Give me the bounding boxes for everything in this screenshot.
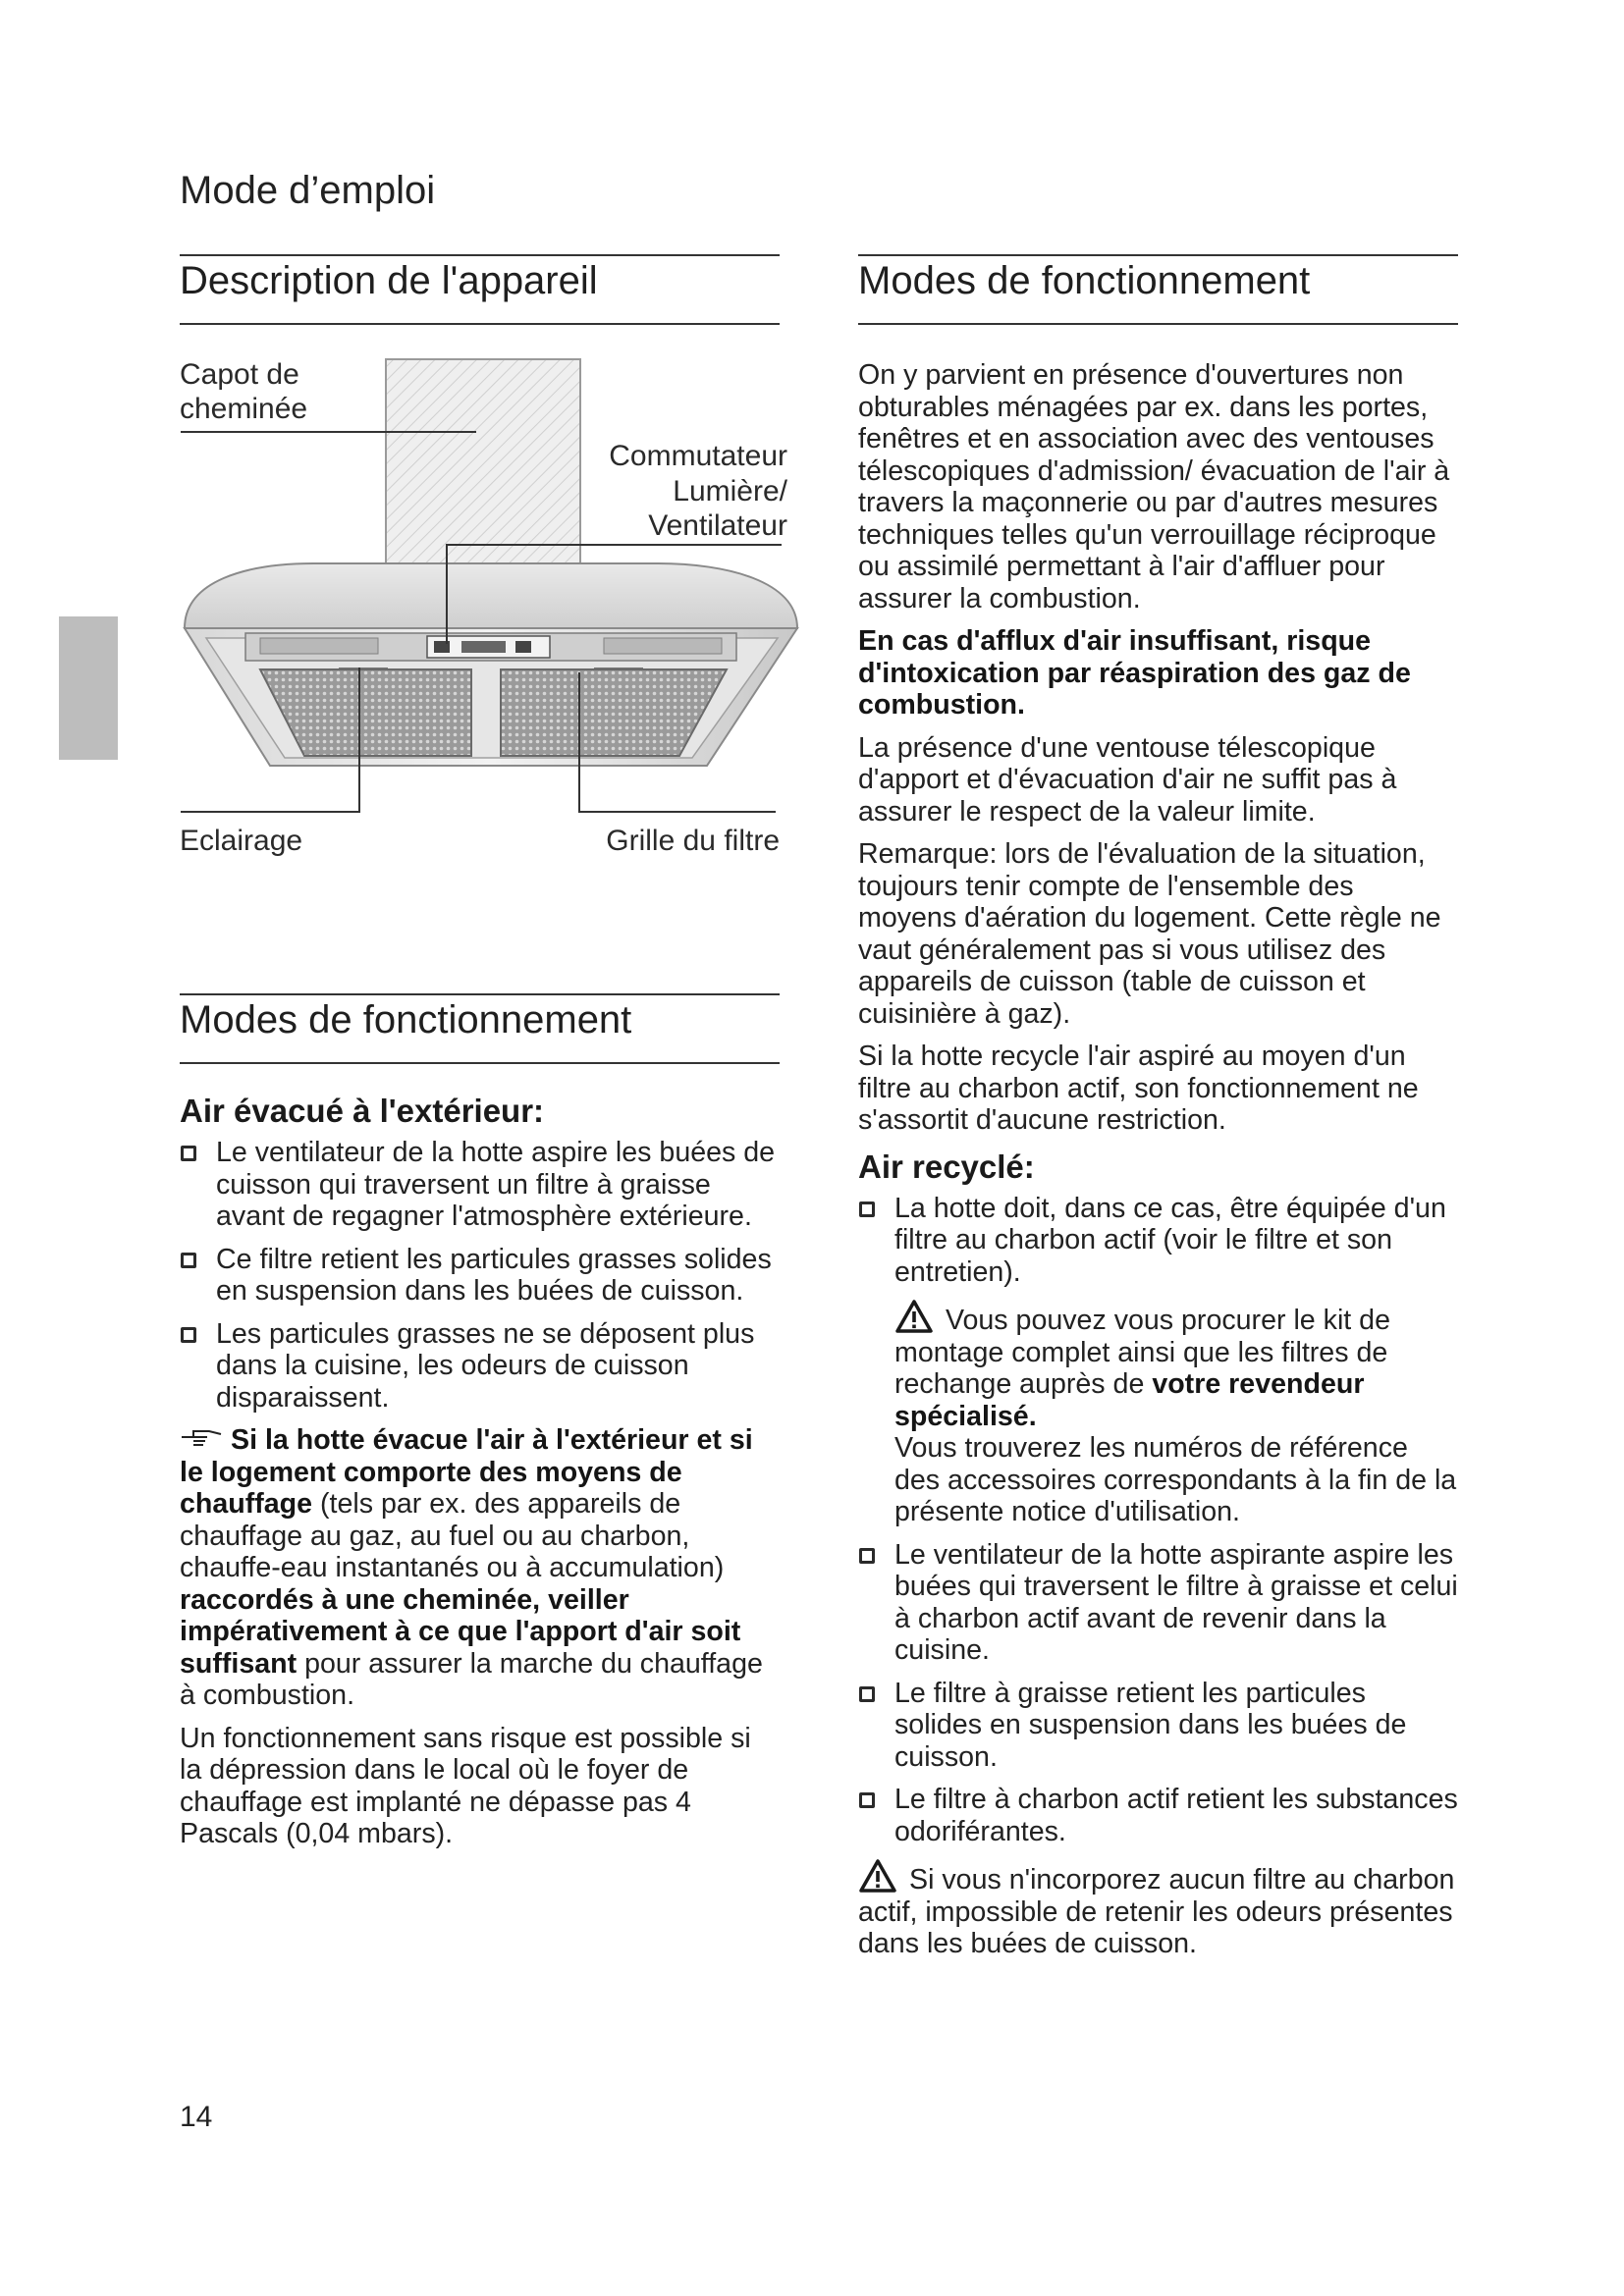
paragraph-ventouse: La présence d'une ventouse télescopique d'apport et d'évacuation d'air ne suffit pas à assurer le respect de la valeur limite. [858, 731, 1397, 828]
label-capot-line1: Capot de [180, 358, 299, 391]
paragraph-recycle: Si la hotte recycle l'air aspiré au moyen d'un filtre au charbon actif, son fonctionnement ne s'assortit d'aucune restriction. [858, 1041, 1419, 1136]
hood-canopy [185, 563, 797, 766]
list-item: Ce filtre retient les particules grasses solides en suspension dans les buées de cuisson. [180, 1244, 780, 1308]
label-commutateur-line2: Lumière/ [673, 475, 787, 507]
section-rule [180, 254, 780, 256]
warning-triangle-icon [858, 1858, 897, 1894]
bold-warning: En cas d'afflux d'air insuffisant, risque d'intoxication par réaspiration des gaz de combustion. [858, 625, 1411, 721]
paragraph-ouvertures: On y parvient en présence d'ouvertures non obturables ménagées par ex. dans les portes, fenêtres et en association avec des ventouses télescopiques d'admission/ évacuation de l'air à travers la maçonnerie ou par d'autres mesures techniques telles qu'un verrouillage réciproque ou assimilé permettant à l'air d'affluer pour assurer la combustion. [858, 359, 1450, 614]
list-item: Le filtre à graisse retient les particules solides en suspension dans les buées de cuisson. [858, 1678, 1458, 1774]
section-title-modes-right: Modes de fonctionnement [858, 259, 1311, 302]
list-item: La hotte doit, dans ce cas, être équipée d'un filtre au charbon actif (voir le filtre et son entretien). [858, 1193, 1458, 1289]
left-column-text [180, 1092, 780, 1861]
checkbox-bullet-icon [181, 1253, 196, 1268]
warning-kit: Vous pouvez vous procurer le kit de montage complet ainsi que les filtres de rechange auprès de votre revendeur spécialisé. Vous trouverez les numéros de référence des accessoires correspondants à la fin de la présente notice d'utilisation. [858, 1299, 1458, 1528]
paragraph-depression: Un fonctionnement sans risque est possible si la dépression dans le local où le foyer de chauffage est implanté ne dépasse pas 4 Pascals (0,04 mbars). [180, 1722, 751, 1849]
heading-air-evacue: Air évacué à l'extérieur: [180, 1093, 545, 1129]
document-title: Mode d’emploi [180, 169, 436, 212]
checkbox-bullet-icon [181, 1327, 196, 1343]
checkbox-bullet-icon [859, 1686, 875, 1702]
section-rule [858, 254, 1458, 256]
list-item: Le ventilateur de la hotte aspire les buées de cuisson qui traversent un filtre à graisse avant de regagner l'atmosphère extérieure. [180, 1137, 780, 1233]
label-eclairage: Eclairage [180, 825, 303, 857]
page-number: 14 [180, 2101, 213, 2133]
heating-note: Si la hotte évacue l'air à l'extérieur et si le logement comporte des moyens de chauffage (tels par ex. des appareils de chauffage au gaz, au fuel ou au charbon, chauffe-eau instantanés ou à accumulation) raccordés à une cheminée, veiller impérativement à ce que l'apport d'air soit suffisant pour assurer la marche du chauffage à combustion. [180, 1424, 763, 1711]
section-title-modes-left: Modes de fonctionnement [180, 998, 632, 1041]
pointing-hand-icon [180, 1425, 225, 1447]
checkbox-bullet-icon [859, 1792, 875, 1808]
label-grille-du-filtre: Grille du filtre [606, 825, 780, 857]
list-item: Les particules grasses ne se déposent plus dans la cuisine, les odeurs de cuisson disparaissent. [180, 1318, 780, 1415]
list-item: Le ventilateur de la hotte aspirante aspire les buées qui traversent le filtre à graisse et celui à charbon actif avant de revenir dans la cuisine. [858, 1539, 1458, 1667]
section-title-description: Description de l'appareil [180, 259, 598, 302]
right-column-text [858, 359, 1458, 1971]
label-capot-line2: cheminée [180, 393, 308, 425]
section-rule [180, 323, 780, 325]
heading-air-recycle: Air recyclé: [858, 1148, 1035, 1185]
side-tab-marker [59, 616, 118, 760]
checkbox-bullet-icon [181, 1146, 196, 1161]
list-item: Le filtre à charbon actif retient les substances odoriférantes. [858, 1784, 1458, 1847]
paragraph-remarque: Remarque: lors de l'évaluation de la situation, toujours tenir compte de l'ensemble des moyens d'aération du logement. Cette règle ne vaut généralement pas si vous utilisez des appareils de cuisson (table de cuisson et cuisinière à gaz). [858, 838, 1441, 1030]
checkbox-bullet-icon [859, 1201, 875, 1217]
warning-no-filter: Si vous n'incorporez aucun filtre au charbon actif, impossible de retenir les odeurs présentes dans les buées de cuisson. [858, 1858, 1458, 1960]
range-hood-diagram [177, 353, 805, 864]
checkbox-bullet-icon [859, 1548, 875, 1564]
label-commutateur-line1: Commutateur [609, 440, 787, 472]
section-rule [858, 323, 1458, 325]
warning-triangle-icon [894, 1299, 934, 1334]
control-strip [245, 633, 736, 661]
section-rule [180, 993, 780, 995]
section-rule [180, 1062, 780, 1064]
label-commutateur-line3: Ventilateur [648, 509, 787, 542]
chimney-cover [386, 359, 580, 573]
